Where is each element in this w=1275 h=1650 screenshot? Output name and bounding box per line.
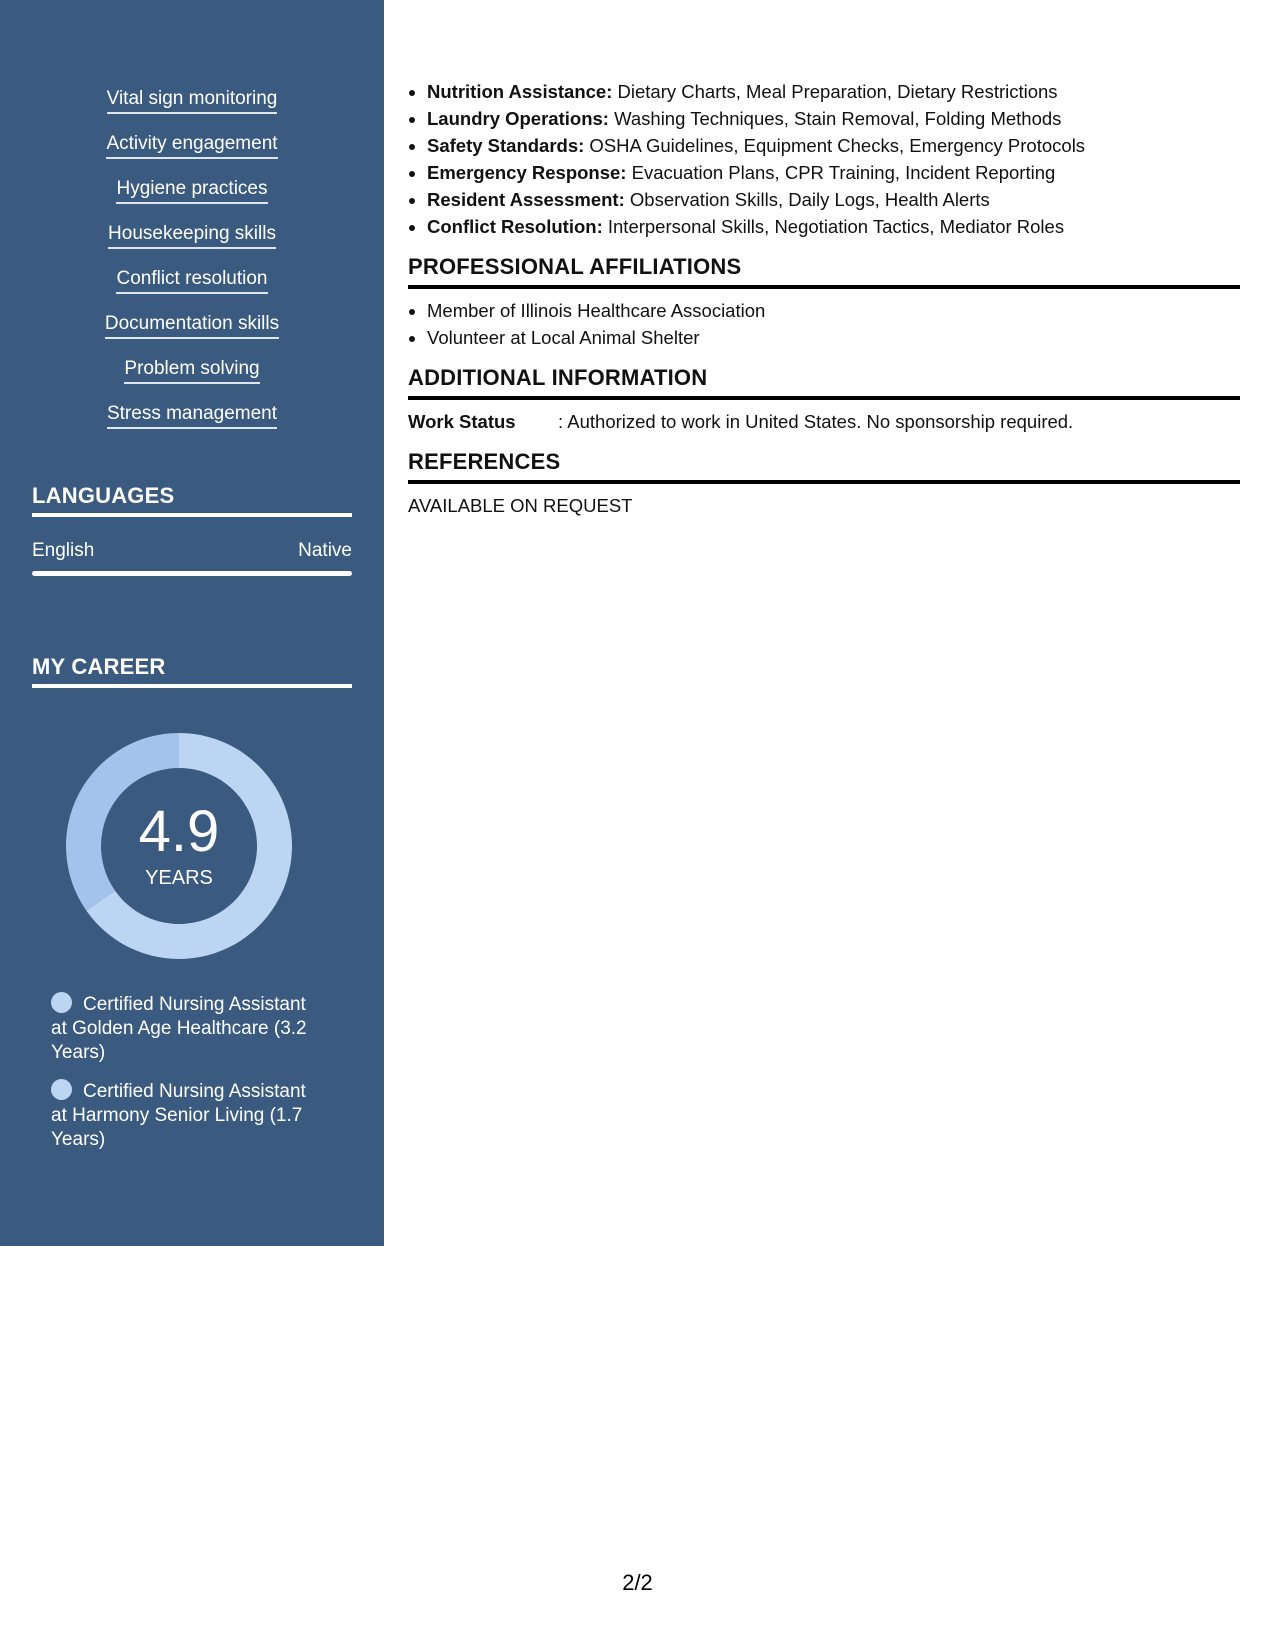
language-proficiency-bar — [32, 571, 352, 576]
affiliations-heading: PROFESSIONAL AFFILIATIONS — [408, 254, 1240, 289]
additional-info-heading: ADDITIONAL INFORMATION — [408, 365, 1240, 400]
skill-label: Stress management — [107, 403, 277, 429]
skill-detail-text: Evacuation Plans, CPR Training, Incident Reporting — [626, 162, 1056, 183]
skill-detail-item — [427, 132, 1240, 159]
skill-detail-item — [427, 186, 1240, 213]
skill-item — [0, 88, 384, 133]
skill-detail-text: OSHA Guidelines, Equipment Checks, Emergency Protocols — [584, 135, 1086, 156]
skill-label: Housekeeping skills — [108, 223, 276, 249]
career-legend-item — [51, 1079, 321, 1152]
career-legend — [51, 992, 321, 1166]
references-heading: REFERENCES — [408, 449, 1240, 484]
main-content — [408, 78, 1240, 519]
skill-detail-item — [427, 78, 1240, 105]
skill-detail-list — [408, 78, 1240, 240]
skill-item — [0, 223, 384, 268]
skill-detail-item — [427, 159, 1240, 186]
languages-heading: LANGUAGES — [32, 483, 352, 517]
skill-detail-label: Emergency Response: — [427, 162, 627, 183]
skill-detail-item — [427, 105, 1240, 132]
language-name: English — [32, 540, 95, 561]
skill-item — [0, 133, 384, 178]
legend-dot-icon — [51, 1079, 72, 1100]
skill-detail-text: Dietary Charts, Meal Preparation, Dietary Restrictions — [612, 81, 1058, 102]
skill-item — [0, 403, 384, 448]
skill-label: Documentation skills — [105, 313, 279, 339]
skill-label: Activity engagement — [106, 133, 277, 159]
affiliation-item: • Volunteer at Local Animal Shelter — [427, 324, 1240, 351]
work-status-row — [408, 408, 1240, 435]
skill-detail-label: Nutrition Assistance: — [427, 81, 613, 102]
career-legend-label: Certified Nursing Assistant at Harmony Senior Living (1.7 Years) — [51, 1081, 306, 1150]
references-text: AVAILABLE ON REQUEST — [408, 495, 633, 516]
skill-detail-text: Observation Skills, Daily Logs, Health Alerts — [624, 189, 990, 210]
career-legend-item — [51, 992, 321, 1065]
affiliations-list — [408, 297, 1240, 351]
skill-detail-label: Laundry Operations: — [427, 108, 609, 129]
skill-detail-label: Safety Standards: — [427, 135, 585, 156]
skill-detail-text: Interpersonal Skills, Negotiation Tactics, Mediator Roles — [602, 216, 1065, 237]
skill-item — [0, 268, 384, 313]
skill-label: Problem solving — [124, 358, 259, 384]
career-heading: MY CAREER — [32, 654, 352, 688]
skill-label: Vital sign monitoring — [107, 88, 278, 114]
skill-label: Hygiene practices — [116, 178, 267, 204]
page-number: 2/2 — [622, 1570, 653, 1595]
work-status-value: : Authorized to work in United States. No sponsorship required. — [558, 411, 1074, 432]
skill-detail-text: Washing Techniques, Stain Removal, Folding Methods — [608, 108, 1062, 129]
skills-list — [0, 88, 384, 448]
skill-label: Conflict resolution — [116, 268, 267, 294]
sidebar — [0, 0, 384, 1246]
career-total-value: 4.9 — [138, 799, 220, 864]
career-total-unit: YEARS — [145, 867, 213, 889]
skill-item — [0, 358, 384, 403]
legend-dot-icon — [51, 992, 72, 1013]
skill-detail-item — [427, 213, 1240, 240]
skill-item — [0, 313, 384, 358]
career-legend-label: Certified Nursing Assistant at Golden Age Healthcare (3.2 Years) — [51, 994, 307, 1063]
skill-detail-label: Resident Assessment: — [427, 189, 625, 210]
skill-item — [0, 178, 384, 223]
skill-detail-label: Conflict Resolution: — [427, 216, 603, 237]
work-status-label: Work Status — [408, 411, 516, 432]
affiliation-item: • Member of Illinois Healthcare Association — [427, 297, 1240, 324]
language-row — [32, 540, 352, 562]
language-level: Native — [298, 540, 352, 561]
